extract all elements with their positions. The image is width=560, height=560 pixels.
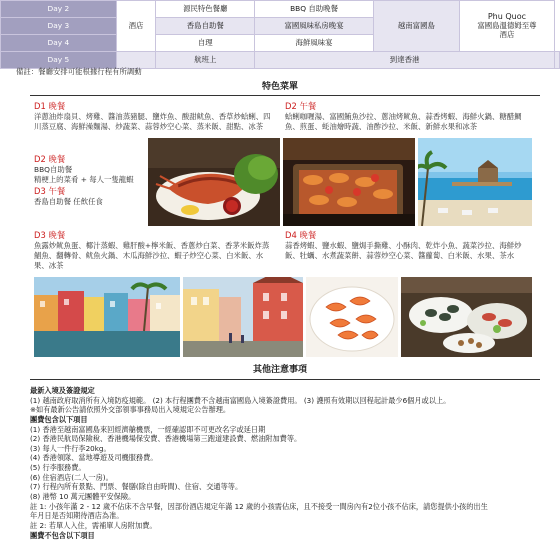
resort-name-line1: Phu Quoc <box>487 12 527 22</box>
meal-text: 蛤蜊咖喱湯、富國鮪魚沙拉、蔥油烤鱿魚、蒜香烤蝦、海鮮火鍋、糖醋鯛魚、煎蛋、蚝油燴時蔬、油酢沙拉、米飯、新鮮水果和冰茶 <box>285 112 522 131</box>
canal-town-image <box>34 277 180 357</box>
dinner-cell: 富國風味私房晚宴 <box>255 18 374 35</box>
day-cell: Day 3 <box>1 18 117 35</box>
meal-heading: D2 午餐 <box>285 101 317 111</box>
included-item: (4) 香港領隊、當地導遊及司機服務費。 <box>30 453 158 463</box>
included-heading: 團費包含以下項目 <box>30 414 88 424</box>
included-item: (6) 住宿酒店(二人一房)。 <box>30 472 113 482</box>
meal-heading: D3 晚餐 <box>34 230 66 240</box>
lobster-dish-image <box>148 138 280 226</box>
seafood-buffet-image <box>401 277 532 357</box>
dinner-cell: 海鮮風味宴 <box>255 35 374 52</box>
section-divider <box>30 95 540 96</box>
excluded-heading: 團費不包含以下項目 <box>30 530 95 540</box>
itinerary-row <box>1 1 560 18</box>
street-town-photo <box>183 277 303 357</box>
canal-town-photo <box>34 277 180 357</box>
day-cell: Day 2 <box>1 1 117 18</box>
hotel-cell-empty <box>116 52 156 69</box>
lunch-cell: 航班上 <box>156 52 255 69</box>
entry-heading: 最新入境及簽證規定 <box>30 386 95 395</box>
lunch-cell: 源民特色餐廳 <box>156 1 255 18</box>
meal-text: 洋蔥油炸扇貝、烤雞、醬油蒸豬腿、鹽炸魚、酸甜鱿魚、香草炒蛤蜊、四川蒸豆腐、海鮮澡麵湯、炒蔬菜、蒜蓉炒空心菜、蒸米飯、甜點、冰茶 <box>34 112 271 131</box>
lunch-cell: 香島自助餐 <box>156 18 255 35</box>
included-item: 註 1: 小孩年滿 2 - 12 歲不佔床不含早餐，因部份酒店規定年滿 12 歲的小孩需佔床，且不接受一間房內有2位小孩不佔床，請您提供小孩的出生 <box>30 501 488 511</box>
shrimp-platter-image <box>306 277 398 357</box>
terms-section <box>30 386 545 540</box>
bbq-buffet-image <box>283 138 415 226</box>
terms-title: 其他注意事項 <box>252 365 307 375</box>
dishes-title: 特色菜單 <box>261 82 298 92</box>
included-item: (1) 香港至越南富國島來回經濟艙機票，一經確認即不可更改名字或延日期 <box>30 424 266 434</box>
dinner-cell: BBQ 自助晚餐 <box>255 1 374 18</box>
day-cell: Day 4 <box>1 35 117 52</box>
day-cell: Day 5 <box>1 52 117 69</box>
meal-d4-dinner <box>285 230 533 261</box>
meal-heading: D3 午餐 <box>34 185 66 196</box>
meal-text: 蒜香烤蝦、鹽水蝦、鹽焗手撕雞、小酥肉、乾炸小魚、蔬菜沙拉、海鮮炒飯、牡蠣、水煮蔬菜餅、蒜蓉炒空心菜、醬蘿蔔、白米飯、水果、茶水 <box>285 241 522 260</box>
beach-pier-image <box>418 138 532 226</box>
itinerary-row <box>1 52 560 69</box>
dinner-cell: 到達香港 <box>255 52 555 69</box>
lobster-dish-photo <box>148 138 280 226</box>
entry-line: (1) 越南政府取消所有入境防疫規範。 (2) 本行程團費不含越南富國島入境簽證費用。 (3) 護照有效期以回程起計最少6個月或以上。 <box>30 395 451 405</box>
resort-name-line3: 酒店 <box>499 29 515 39</box>
meal-heading: D2 晚餐 <box>34 154 66 164</box>
shrimp-platter-photo <box>306 277 398 357</box>
meal-heading: D4 晚餐 <box>285 230 317 240</box>
meal-heading: D1 晚餐 <box>34 101 66 111</box>
meal-d1 <box>34 101 272 132</box>
bbq-buffet-photo <box>283 138 415 226</box>
resort-cell-empty <box>555 52 560 69</box>
meal-d2-lunch <box>285 101 535 132</box>
included-item: (7) 行程內所有景點、門票、餐膳(除自由時間)、住宿、交通等等。 <box>30 482 243 492</box>
region-cell: 越南富國島 <box>373 1 459 52</box>
street-town-image <box>183 277 303 357</box>
included-item: 年月日是否知期待酒店為准。 <box>30 511 124 521</box>
lunch-cell: 自理 <box>156 35 255 52</box>
meal-text: BBQ自助餐 精梗上的菜肴 + 每人一隻龍蝦 <box>34 165 134 184</box>
included-item: 註 2: 若單人入住，需補單人房附加費。 <box>30 520 157 530</box>
seafood-buffet-photo <box>401 277 532 357</box>
itinerary-note: 備註：餐廳安排可能根據行程有所調動 <box>16 67 142 76</box>
beach-pier-photo <box>418 138 532 226</box>
meal-d3-dinner <box>34 230 272 270</box>
section-divider <box>30 379 540 380</box>
included-item: (2) 香港民航局保險稅、香港機場保安費、香港機場第三跑道建設費、燃油附加費等。 <box>30 434 302 444</box>
hotel-cell: 酒店 <box>116 1 156 52</box>
included-item: (5) 行李服務費。 <box>30 463 86 473</box>
meal-d2-dinner <box>34 154 152 206</box>
resort-name-line2: 富國島溫德姆至尊 <box>477 20 537 30</box>
entry-line: ※如有最新公告請依照外交部領事事務局出入境規定公告辦理。 <box>30 405 231 415</box>
included-item: (3) 每人一件行李20kg。 <box>30 443 111 453</box>
meal-text: 魚露炒鱿魚蛋、椰汁蒸蝦、雞肝酸+檸米飯、香蔥炒白菜、香茅米飯炸蒸鯧魚、翻轉骨、鱿魚火鍋、木瓜海鮮沙拉、蝦子炒空心菜、白米飯、水果、冰茶 <box>34 241 270 270</box>
meal-text: 香島自助餐 任飲任食 <box>34 196 103 206</box>
itinerary-table <box>0 0 560 69</box>
included-item: (8) 港幣 10 萬元團體平安保險。 <box>30 492 136 502</box>
resort-cell <box>459 1 554 52</box>
